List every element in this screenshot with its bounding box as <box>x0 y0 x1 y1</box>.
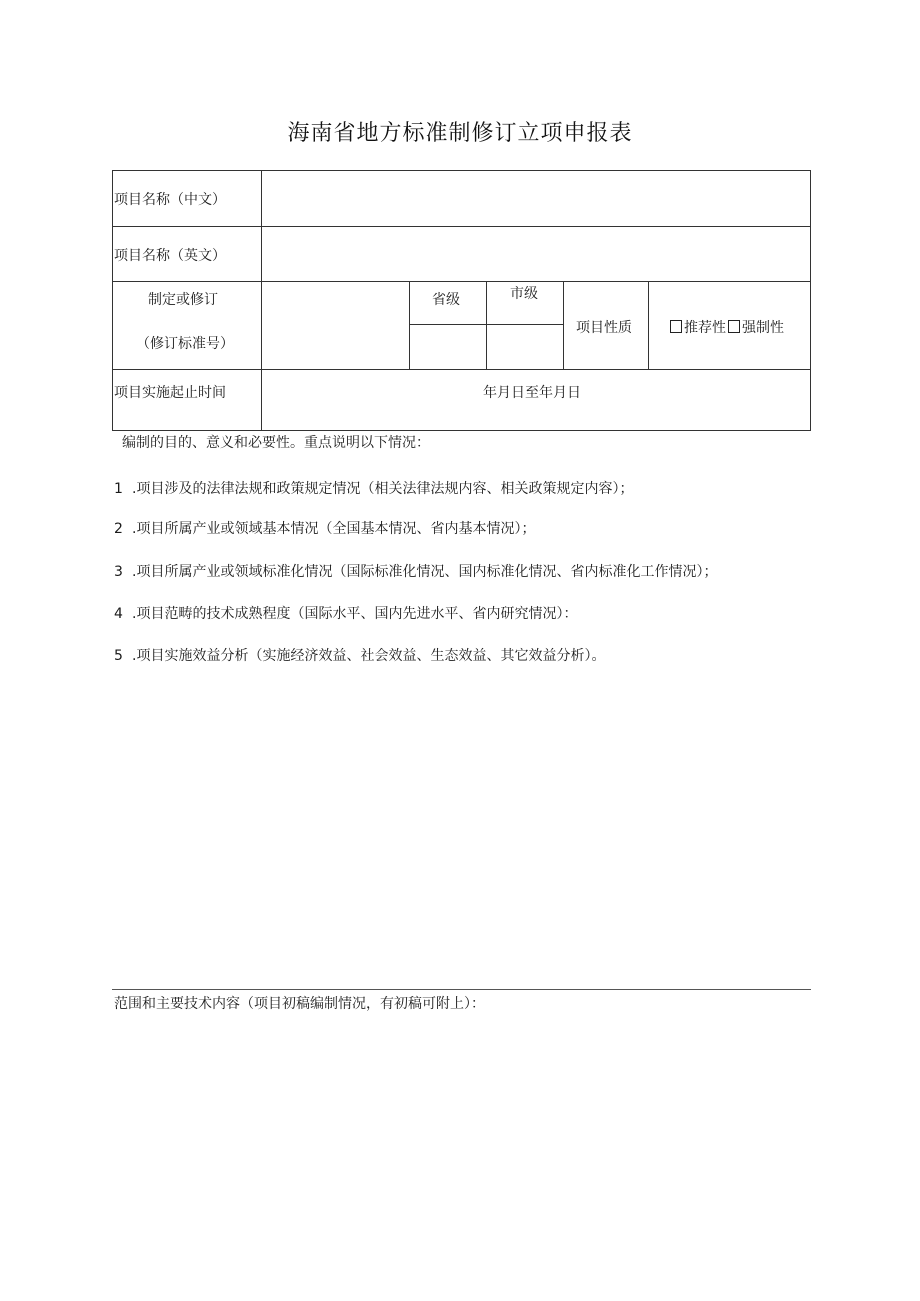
scope-heading: 范围和主要技术内容（项目初稿编制情况，有初稿可附上）： <box>114 996 485 1012</box>
provincial-field[interactable] <box>411 326 485 368</box>
period-value[interactable]: 年月日至年月日 <box>483 385 581 401</box>
table-row-divider <box>112 226 811 227</box>
table-border-left <box>112 170 113 431</box>
list-item <box>114 518 535 538</box>
table-col-divider <box>563 281 564 369</box>
provincial-label: 省级 <box>432 292 460 308</box>
list-item <box>114 645 605 665</box>
table-border-top <box>112 170 811 171</box>
list-item <box>114 478 633 498</box>
mandatory-option-label: 强制性 <box>742 320 784 336</box>
table-border-right <box>810 170 811 431</box>
nature-label: 项目性质 <box>576 320 632 336</box>
list-item-number: 4 <box>114 606 123 622</box>
table-col-divider <box>486 281 487 369</box>
municipal-label: 市级 <box>510 286 538 302</box>
period-label: 项目实施起止时间 <box>114 385 226 401</box>
table-row-divider <box>112 281 811 282</box>
list-item-number: 5 <box>114 648 123 664</box>
revise-label: 制定或修订 <box>148 292 218 308</box>
list-item-number: 3 <box>114 564 123 580</box>
name-en-label: 项目名称（英文） <box>114 248 226 264</box>
name-cn-field[interactable] <box>263 172 809 225</box>
scope-writing-area[interactable] <box>112 1020 811 1280</box>
list-item-text: .项目范畴的技术成熟程度（国际水平、国内先进水平、省内研究情况）： <box>132 606 578 622</box>
municipal-field[interactable] <box>488 326 562 368</box>
table-col-divider <box>648 281 649 369</box>
list-item-number: 1 <box>114 481 123 497</box>
table-col-divider <box>409 281 410 369</box>
list-item-number: 2 <box>114 521 123 537</box>
recommended-checkbox[interactable] <box>670 320 682 333</box>
purpose-writing-area[interactable] <box>112 680 811 980</box>
purpose-heading: 编制的目的、意义和必要性。重点说明以下情况： <box>122 435 430 451</box>
table-col-divider <box>261 170 262 431</box>
table-border-bottom <box>112 430 811 431</box>
name-en-field[interactable] <box>263 228 809 280</box>
name-cn-label: 项目名称（中文） <box>114 192 226 208</box>
list-item-text: .项目所属产业或领域基本情况（全国基本情况、省内基本情况）； <box>132 521 536 537</box>
revise-standard-field[interactable] <box>263 283 408 368</box>
revise-sublabel: （修订标准号） <box>136 336 234 352</box>
list-item-text: .项目涉及的法律法规和政策规定情况（相关法律法规内容、相关政策规定内容）； <box>132 481 634 497</box>
list-item <box>114 603 577 623</box>
list-item-text: .项目实施效益分析（实施经济效益、社会效益、生态效益、其它效益分析）。 <box>132 648 606 664</box>
nature-options <box>670 317 784 337</box>
mandatory-checkbox[interactable] <box>728 320 740 333</box>
table-row-divider <box>112 369 811 370</box>
list-item-text: .项目所属产业或领域标准化情况（国际标准化情况、国内标准化情况、省内标准化工作情况）； <box>132 564 718 580</box>
page-title: 海南省地方标准制修订立项申报表 <box>287 121 633 146</box>
section-divider <box>112 989 811 990</box>
list-item <box>114 561 717 581</box>
recommended-option-label: 推荐性 <box>684 320 726 336</box>
